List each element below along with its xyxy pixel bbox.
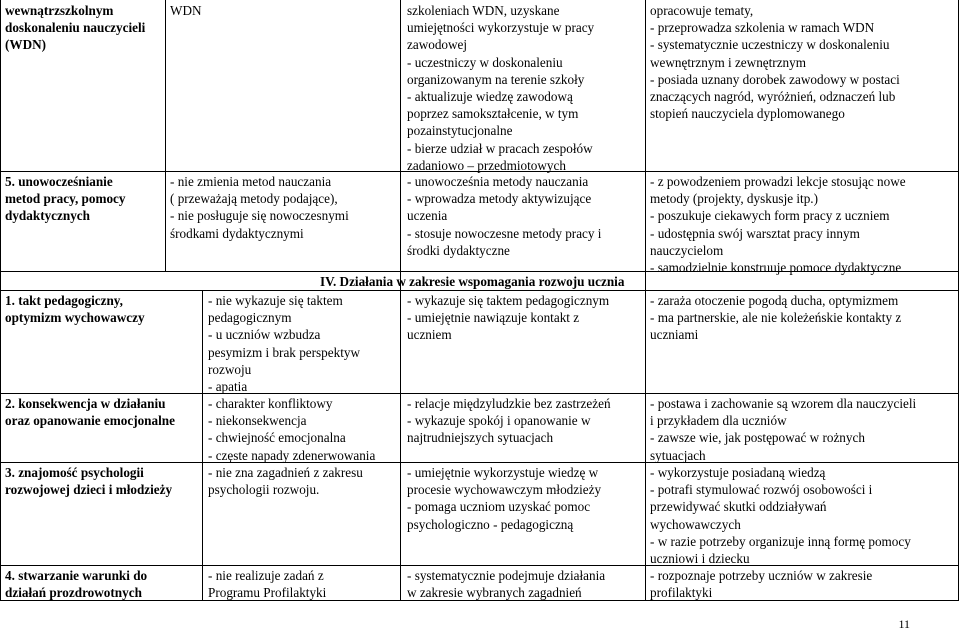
text-line: - samodzielnie konstruuje pomoce dydaktyczne (650, 260, 902, 276)
text-line: optymizm wychowawczy (5, 310, 145, 326)
text-line: - w razie potrzeby organizuje inną formę pomocy (650, 533, 911, 549)
text-line: - poszukuje ciekawych form pracy z uczniem (650, 208, 890, 224)
table-divider-col3 (645, 0, 646, 600)
text-line: - chwiejność emocjonalna (208, 430, 346, 446)
text-line: - potrafi stymulować rozwój osobowości i (650, 482, 873, 498)
row-divider-3 (0, 393, 959, 394)
text-line: psychologii rozwoju. (208, 482, 320, 498)
row-takt-level-2 (407, 292, 609, 344)
table-divider-col1 (165, 0, 166, 271)
text-line: - u uczniów wzbudza (208, 327, 321, 343)
text-line: wewnętrznym i zewnętrznym (650, 54, 806, 70)
row-takt-level-1 (208, 292, 360, 395)
text-line: pozainstytucjonalne (407, 123, 513, 139)
text-line: - nie posługuje się nowoczesnymi (170, 208, 349, 224)
text-line: - przeprowadza szkolenia w ramach WDN (650, 20, 875, 36)
row-metody-criterion (5, 173, 126, 225)
text-line: - ma partnerskie, ale nie koleżeńskie kontakty z (650, 310, 902, 326)
text-line: - rozpoznaje potrzeby uczniów w zakresie (650, 568, 873, 583)
text-line: - zaraża otoczenie pogodą ducha, optymizmem (650, 293, 899, 308)
text-line: znaczących nagród, wyróżnień, odznaczeń lub (650, 89, 896, 105)
text-line: dydaktycznych (5, 208, 90, 224)
text-line: psychologiczno - pedagogiczną (407, 516, 574, 532)
text-line: w zakresie wybranych zagadnień (407, 585, 582, 601)
text-line: stopień nauczyciela dyplomowanego (650, 106, 845, 122)
text-line: - relacje międzyludzkie bez zastrzeżeń (407, 396, 611, 411)
text-line: - systematycznie podejmuje działania (407, 568, 606, 583)
text-line: 4. stwarzanie warunki do (5, 568, 148, 583)
text-line: organizowanym na terenie szkoły (407, 71, 585, 87)
text-line: uczniami (650, 327, 699, 343)
section-heading: IV. Działania w zakresie wspomagania rozwoju ucznia (320, 274, 625, 289)
text-line: umiejętności wykorzystuje w pracy (407, 20, 595, 36)
text-line: - aktualizuje wiedzę zawodową (407, 89, 573, 105)
row-konsekwencja-level-3 (650, 395, 916, 464)
text-line: - systematycznie uczestniczy w doskonaleniu (650, 37, 890, 53)
row-takt-criterion (5, 292, 145, 326)
text-line: WDN (170, 3, 202, 18)
text-line: pesymizm i brak perspektyw (208, 344, 360, 360)
text-line: - bierze udział w pracach zespołów (407, 140, 593, 156)
text-line: najtrudniejszych sytuacjach (407, 430, 554, 446)
text-line: - wykazuje się taktem pedagogicznym (407, 293, 610, 308)
text-line: środki dydaktyczne (407, 242, 510, 258)
text-line: - charakter konfliktowy (208, 396, 333, 411)
text-line: - wykazuje spokój i opanowanie w (407, 413, 591, 429)
text-line: wychowawczych (650, 516, 741, 532)
row-warunki-level-1 (208, 567, 326, 601)
text-line: 2. konsekwencja w działaniu (5, 396, 166, 411)
text-line: środkami dydaktycznymi (170, 225, 304, 241)
text-line: - posiada uznany dorobek zawodowy w postaci (650, 71, 900, 87)
row-metody-level-1 (170, 173, 349, 242)
text-line: uczenia (407, 208, 448, 224)
text-line: - umiejętnie nawiązuje kontakt z (407, 310, 580, 326)
text-line: - stosuje nowoczesne metody pracy i (407, 225, 602, 241)
text-line: 3. znajomość psychologii (5, 465, 144, 480)
text-line: doskonaleniu nauczycieli (5, 20, 146, 36)
row-metody-level-3 (650, 173, 906, 276)
text-line: opracowuje tematy, (650, 3, 754, 18)
text-line: oraz opanowanie emocjonalne (5, 413, 175, 429)
text-line: nauczycielom (650, 242, 724, 258)
table-border-left (0, 0, 1, 600)
text-line: zawodowej (407, 37, 468, 53)
text-line: profilaktyki (650, 585, 713, 601)
row-psychologia-criterion (5, 464, 172, 498)
text-line: 1. takt pedagogiczny, (5, 293, 123, 308)
text-line: 5. unowocześnianie (5, 174, 113, 189)
text-line: rozwoju (208, 361, 252, 377)
table-divider-col1-lower (202, 290, 203, 600)
text-line: pedagogicznym (208, 310, 292, 326)
text-line: - częste napady zdenerwowania (208, 447, 376, 463)
row-konsekwencja-level-2 (407, 395, 611, 447)
text-line: rozwojowej dzieci i młodzieży (5, 482, 173, 498)
text-line: - nie realizuje zadań z (208, 568, 324, 583)
text-line: i przykładem dla uczniów (650, 413, 787, 429)
text-line: metody (projekty, dyskusje itp.) (650, 191, 818, 207)
row-psychologia-level-2 (407, 464, 601, 533)
row-konsekwencja-criterion (5, 395, 175, 429)
text-line: - pomaga uczniom uzyskać pomoc (407, 499, 591, 515)
text-line: - nie wykazuje się taktem (208, 293, 343, 308)
text-line: - apatia (208, 379, 248, 395)
text-line: sytuacjach (650, 447, 706, 463)
text-line: przewidywać skutki oddziaływań (650, 499, 827, 515)
row-psychologia-level-3 (650, 464, 911, 567)
text-line: - nie zna zagadnień z zakresu (208, 465, 363, 480)
row-wdn-level-3 (650, 2, 900, 122)
text-line: - postawa i zachowanie są wzorem dla nauczycieli (650, 396, 917, 411)
row-wdn-level-2 (407, 2, 594, 174)
text-line: - wprowadza metody aktywizujące (407, 191, 592, 207)
text-line: zadaniowo – przedmiotowych (407, 157, 566, 173)
table-divider-col2 (400, 0, 401, 600)
row-wdn-level-1 (170, 2, 202, 19)
text-line: - z powodzeniem prowadzi lekcje stosując nowe (650, 174, 906, 189)
row-konsekwencja-level-1 (208, 395, 375, 464)
row-warunki-level-2 (407, 567, 605, 601)
text-line: - niekonsekwencja (208, 413, 307, 429)
text-line: - wykorzystuje posiadaną wiedzą (650, 465, 826, 480)
text-line: - umiejętnie wykorzystuje wiedzę w (407, 465, 599, 480)
text-line: szkoleniach WDN, uzyskane (407, 3, 560, 18)
text-line: działań prozdrowotnych (5, 585, 142, 601)
text-line: - uczestniczy w doskonaleniu (407, 54, 563, 70)
text-line: Programu Profilaktyki (208, 585, 327, 601)
row-wdn-criterion (5, 2, 145, 54)
text-line: - unowocześnia metody nauczania (407, 174, 589, 189)
text-line: metod pracy, pomocy (5, 191, 126, 207)
row-metody-level-2 (407, 173, 601, 259)
text-line: wewnątrzszkolnym (5, 3, 114, 18)
text-line: (WDN) (5, 37, 47, 53)
text-line: - zawsze wie, jak postępować w rożnych (650, 430, 865, 446)
text-line: ( przeważają metody podające), (170, 191, 338, 207)
row-psychologia-level-1 (208, 464, 363, 498)
text-line: - udostępnia swój warsztat pracy innym (650, 225, 860, 241)
row-warunki-level-3 (650, 567, 872, 601)
text-line: procesie wychowawczym młodzieży (407, 482, 602, 498)
text-line: uczniem (407, 327, 452, 343)
text-line: poprzez samokształcenie, w tym (407, 106, 579, 122)
text-line: - nie zmienia metod nauczania (170, 174, 332, 189)
row-takt-level-3 (650, 292, 901, 344)
row-warunki-criterion (5, 567, 147, 601)
page-number: 11 (898, 617, 910, 631)
text-line: uczniowi i dziecku (650, 551, 750, 567)
